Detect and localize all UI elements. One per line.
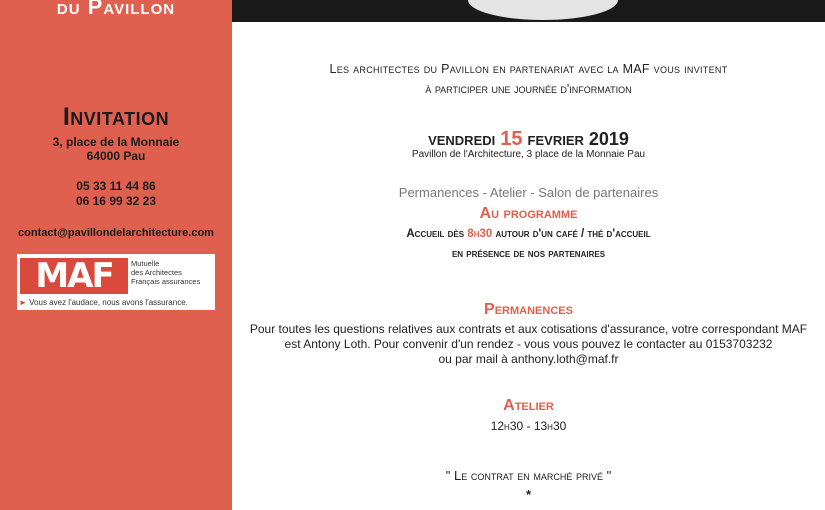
photo-highlight: [468, 0, 618, 20]
maf-subtitle: [131, 259, 215, 286]
main-content: [232, 22, 825, 510]
maf-sub-line: Mutuelle: [131, 259, 160, 268]
programme-summary: Permanences - Atelier - Salon de partenaires: [398, 185, 659, 200]
program-line-1: [232, 228, 825, 240]
header-photo: [232, 0, 825, 22]
address-line-1: 3, place de la Monnaie: [52, 135, 180, 149]
phone-2: 06 16 99 32 23: [75, 194, 157, 208]
date-weekday: vendredi: [428, 129, 496, 149]
date-day: 15: [500, 128, 523, 150]
program-time: 8h30: [467, 228, 493, 240]
arrow-icon: ►: [19, 298, 27, 307]
atelier-heading: Atelier: [503, 397, 554, 414]
intro-line-1: Les architectes du Pavillon en partenariat avec la MAF vous invitent: [329, 62, 728, 76]
program-line-2: en présence de nos partenaires: [451, 248, 606, 260]
contact-email[interactable]: contact@pavillondelarchitecture.com: [18, 227, 214, 239]
permanences-text-1: Pour toutes les questions relatives aux contrats et aux cotisations d'assurance, votre correspondant MAF: [249, 322, 808, 336]
maf-sub-line: Français assurances: [131, 277, 201, 286]
event-date: [232, 128, 825, 151]
contract-title: " Le contrat en marché privé ": [445, 468, 612, 483]
venue: Pavillon de l'Architecture, 3 place de la Monnaie Pau: [411, 149, 646, 160]
permanences-text-3: ou par mail à anthony.loth@maf.fr: [438, 352, 619, 366]
maf-logo: MAF: [20, 258, 128, 294]
maf-tagline-text: Vous avez l'audace, nous avons l'assurance.: [29, 298, 188, 307]
program-heading: Au programme: [479, 205, 578, 222]
intro-line-2: à participer une journée d'information: [425, 82, 632, 96]
maf-sub-line: des Architectes: [131, 268, 182, 277]
atelier-hours: 12h30 - 13h30: [490, 419, 567, 433]
asterisk: *: [525, 487, 532, 502]
phone-1: 05 33 11 44 86: [76, 179, 156, 193]
program-line-1-post: autour d'un café / thé d'accueil: [495, 228, 651, 240]
maf-logo-box: [17, 254, 215, 310]
program-line-1-pre: Accueil dès: [406, 228, 465, 240]
brand-title: du Pavillon: [56, 0, 176, 19]
date-month-year: fevrier 2019: [527, 129, 629, 149]
permanences-heading: Permanences: [484, 301, 573, 318]
maf-tagline: [19, 298, 188, 307]
permanences-text-2: est Antony Loth. Pour convenir d'un rendez - vous vous pouvez le contacter au 0153703232: [284, 337, 773, 351]
invitation-title: Invitation: [62, 103, 170, 131]
sidebar: [0, 0, 232, 510]
address-line-2: 64000 Pau: [86, 149, 146, 163]
